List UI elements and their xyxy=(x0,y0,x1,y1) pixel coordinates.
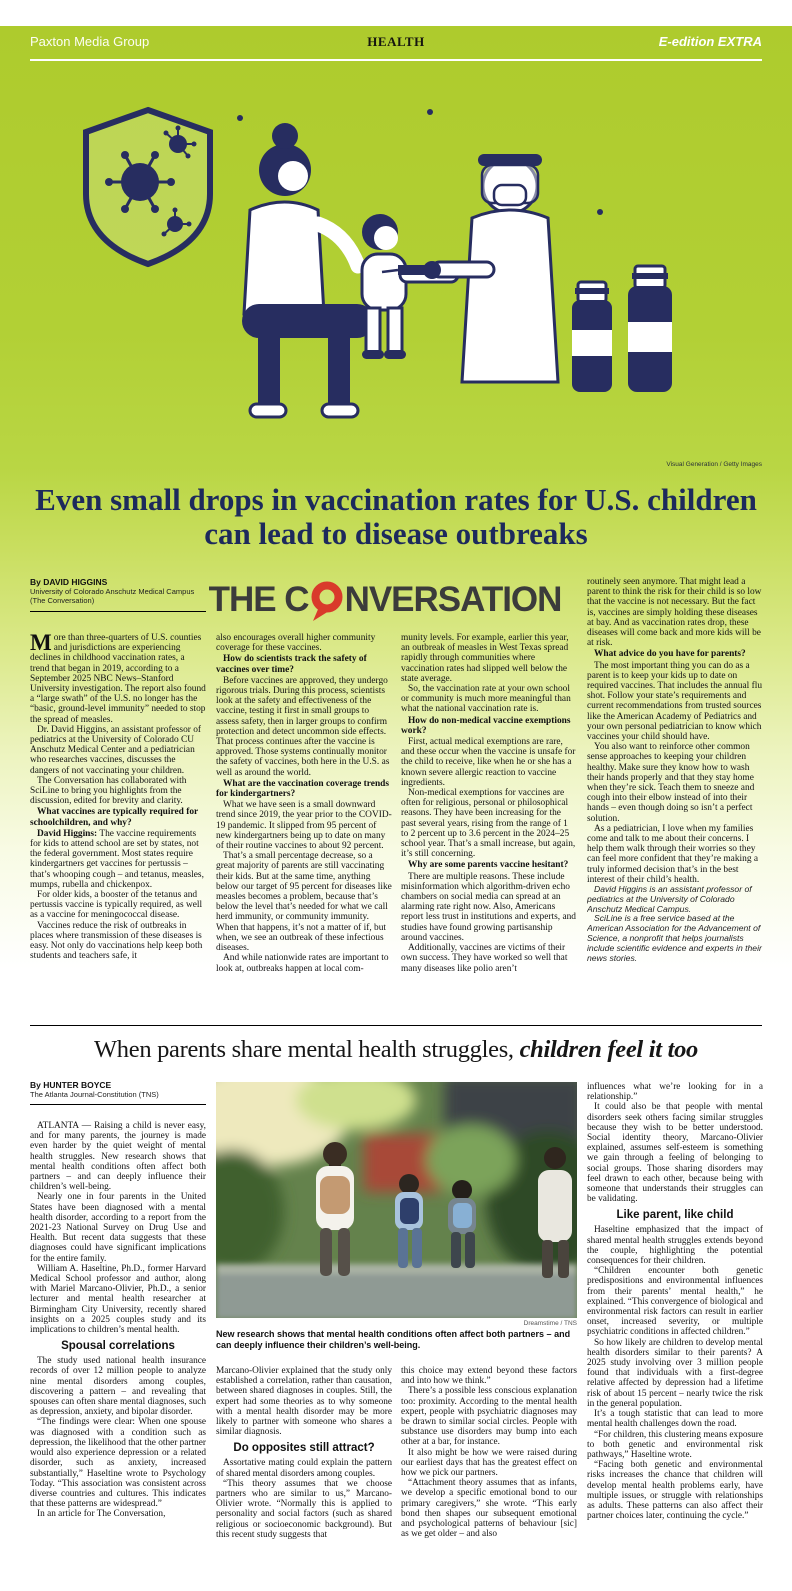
article1-byline-org: University of Colorado Anschutz Medical Campus xyxy=(30,587,195,596)
edition-label: E-edition EXTRA xyxy=(658,34,762,49)
article-paragraph: And while nationwide rates are important to look at, outbreaks happen at local com- xyxy=(216,953,389,974)
vaccine-vial-icon xyxy=(628,266,672,392)
article-paragraph: Haseltine emphasized that the impact of shared mental health struggles extends beyond the couple, highlighting the potential consequences for their children. xyxy=(587,1225,763,1267)
article2-headline xyxy=(30,1035,762,1065)
article-paragraph: You also want to reinforce other common sense approaches to keeping your children healthy. Make sure they know how to wash their hands properly and that they stay home when they’re sick. Teach them to sneeze and cough into their elbow instead of into their hands – even though doing so isn’t a perfect solution. xyxy=(587,742,755,824)
article2-headline-plain: When parents share mental health struggles, xyxy=(93,1036,520,1063)
article-paragraph: In an article for The Conversation, xyxy=(37,1509,166,1520)
article-paragraph: First, actual medical exemptions are rare, and these occur when the vaccine is unsafe for the child to receive, like when he or she has a known severe allergic reaction to vaccine ingredients. xyxy=(401,737,576,788)
article1-byline: By DAVID HIGGINS xyxy=(30,577,108,587)
article-paragraph: Non-medical exemptions for vaccines are often for religious, personal or philosophical reasons. They have been increasing for the past several years, rising from the range of 1 to 2 percent up to 3.6 percent in the 2024–25 school year. That’s a small increase, but again, it’s still concerning. xyxy=(401,788,576,860)
drop-cap: M xyxy=(30,633,52,655)
article-paragraph: As a pediatrician, I love when my families come and talk to me about their concerns. I help them walk through their worries so they can feel more confident that they’re making a truly informed decision that’s in the best interest of their child’s health. xyxy=(587,823,759,885)
vaccination-illustration xyxy=(80,82,710,457)
article-paragraph: There are multiple reasons. These include misinformation which algorithm-driven echo chambers on social media can spread at an alarming rate right now. Also, Americans report less trust in institutions and experts, and studies have found growing partisanship around vaccines. xyxy=(401,871,576,943)
vaccine-vial-icon xyxy=(572,282,612,392)
article-paragraph: David Higgins: The vaccine requirements for kids to attend school are set by states, not the federal government. Most states require kindergartners get vaccines for pertussis – that’s whooping cough – and tetanus, measles, mumps, rubella and chickenpox. xyxy=(30,828,204,890)
article2-headline-emphasis: children feel it too xyxy=(519,1036,699,1063)
article-paragraph: Nearly one in four parents in the United States have been diagnosed with a mental health disorder, according to a report from the 2021-23 National Survey on Drug Use and Health. But recent data suggests that these diagnoses could have significant implications for the entire family. xyxy=(30,1192,206,1264)
publisher-name: Paxton Media Group xyxy=(30,34,150,49)
article1-byline-block xyxy=(30,577,206,612)
article-paragraph: It also might be how we were raised during our earliest days that has the greatest effect on how we pick our partners. xyxy=(401,1447,577,1479)
article-paragraph: The study used national health insurance records of over 12 million people to analyze nine mental disorders among couples, discovering a pattern – and revealing that spouses can often share mental diagnoses, such as depression, anxiety, and bipolar disorder. xyxy=(30,1356,206,1418)
article-paragraph: For older kids, a booster of the tetanus and pertussis vaccine is typically required, as well as a vaccine for meningococcal disease. xyxy=(30,890,203,921)
article-paragraph: It’s a tough statistic that can lead to more mental health challenges down the road. xyxy=(587,1409,763,1430)
article-paragraph: There’s a possible less conscious explanation too: proximity. According to the mental health expert, people with psychiatric diagnoses may be drawn to similar social circles. People with substance use disorders may bump into each other at a bar, for instance. xyxy=(401,1386,577,1448)
article1-byline-source: (The Conversation) xyxy=(30,596,95,605)
article-paragraph: “Facing both genetic and environmental risks increases the chance that children will develop mental health problems early, have multiple issues, or struggle with relationships as adults. These patterns can also affect their partner choices later, continuing the cycle.” xyxy=(587,1460,763,1522)
question-paragraph: What are the vaccination coverage trends for kindergartners? xyxy=(216,778,390,800)
article-paragraph: The most important thing you can do as a parent is to keep your kids up to date on required vaccines. That includes the annual flu shot. Follow your state’s requirements and current recommendations from trusted sources like the American Academy of Pediatrics and your own personal pediatrician to know which vaccines your child should have. xyxy=(587,660,763,743)
the-conversation-logo xyxy=(200,576,570,624)
article-paragraph: “Children encounter both genetic predispositions and environmental influences from their parents’ mental health,” he explained. “This convergence of biological and environmental risk factors can result in earlier onset, increased severity, or multiple psychiatric conditions in affected children.” xyxy=(587,1266,763,1338)
question-paragraph: Why are some parents vaccine hesitant? xyxy=(408,860,569,871)
author-credit-paragraph: SciLine is a free service based at the American Association for the Advancement of Science, a nonprofit that helps journalists include scientific evidence and experts in their news stories. xyxy=(587,913,762,963)
article-paragraph: this choice may extend beyond these factors and into how we think.” xyxy=(401,1366,577,1387)
section-title: HEALTH xyxy=(367,34,425,49)
article-paragraph: also encourages overall higher community coverage for these vaccines. xyxy=(216,633,376,654)
article2-photo xyxy=(216,1082,577,1318)
logo-text-pre: THE C xyxy=(208,580,309,619)
question-paragraph: What advice do you have for parents? xyxy=(594,649,746,660)
article-paragraph: influences what we’re looking for in a relationship.” xyxy=(587,1082,763,1103)
article-paragraph: munity levels. For example, earlier this year, an outbreak of measles in West Texas spread rapidly through communities where vaccination rates had slipped well below the state average. xyxy=(401,633,569,684)
article-paragraph: Before vaccines are approved, they undergo rigorous trials. During this process, scientists look at the safety and effectiveness of the vaccine, testing it first in small groups to assess safety, then in larger groups to confirm protection and detect uncommon side effects. That process continues after the vaccine is approved. Those systems continually monitor the safety of vaccines, both here in the U.S. as well as around the world. xyxy=(216,675,390,778)
article-paragraph: ATLANTA — Raising a child is never easy, and for many parents, the journey is made even harder by the quiet weight of mental health struggles. New research shows that mental health conditions often affect both partners – and can deeply influence their children’s well-being. xyxy=(30,1121,206,1193)
nurse-figure xyxy=(382,154,558,382)
column-subhead: Do opposites still attract? xyxy=(233,1442,375,1455)
article2-column-3 xyxy=(401,1366,577,1591)
article-paragraph: “This theory assumes that we choose partners who are similar to us,” Marcano-Olivier wrote. “Normally this is applied to personality and social factors (such as shared religious or socioeconomic background). But this recent study suggests that xyxy=(216,1478,392,1540)
illustration-credit: Visual Generation / Getty Images xyxy=(666,461,762,468)
article2-byline-org: The Atlanta Journal-Constitution (TNS) xyxy=(30,1090,159,1099)
article-paragraph: routinely seen anymore. That might lead a parent to think the risk for their child is so low that the vaccine is not necessary. But the fact is, vaccines are simply holding these diseases at bay. And as vaccination rates drop, these diseases will come back and more kids will be at risk. xyxy=(587,577,762,649)
article2-column-4 xyxy=(587,1082,763,1591)
article-paragraph: Dr. David Higgins, an assistant professor of pediatrics at the University of Colorado CU Anschutz Medical Center and a pediatrician who researches vaccines, discusses the dangers of not vaccinating your children. xyxy=(30,724,202,776)
article-paragraph: “Attachment theory assumes that as infants, we develop a specific emotional bond to our primary caregivers,” she wrote. “This early bond then shapes our subsequent emotional and psychological patterns of behaviour [sic] as we get older – and also xyxy=(401,1478,577,1540)
article-paragraph: That’s a small percentage decrease, so a great majority of parents are still vaccinating their kids. But at the same time, anything below our target of 95 percent for diseases like measles becomes a problem, because that’s below the level that’s needed for what we call herd immunity, or community immunity. When that happens, it’s not a matter of if, but when, we see an outbreak of these infectious diseases. xyxy=(216,851,392,954)
photo-credit: Dreamstime / TNS xyxy=(523,1320,577,1327)
child-figure xyxy=(362,214,458,359)
article-paragraph: Marcano-Olivier explained that the study only established a correlation, rather than causation, between shared diagnoses in couples. Still, the expert had some theories as to why someone with a mental health disorder may be more likely to partner with someone who shares a similar diagnosis. xyxy=(216,1366,392,1438)
article2-byline: By HUNTER BOYCE xyxy=(30,1080,112,1090)
article-paragraph: The Conversation has collaborated with SciLine to bring you highlights from the discussion, edited for brevity and clarity. xyxy=(30,775,187,807)
masthead xyxy=(30,34,762,61)
speech-bubble-icon xyxy=(310,581,344,623)
article2-column-1 xyxy=(30,1121,206,1591)
parent-figure xyxy=(242,123,374,417)
article-paragraph: So how likely are children to develop mental health disorders similar to their parents? A 2025 study involving over 3 million people found that individuals with a first-degree relative affected by depression had a lifetime risk of about 15 percent – nearly twice the risk in the general population. xyxy=(587,1337,763,1409)
article-paragraph: More than three-quarters of U.S. counties and jurisdictions are experiencing declines in childhood vaccination rates, a trend that began in 2019, according to a September 2025 NBC News–Stanford University investigation. The report also found a “large swath” of the U.S. no longer has the “basic, ground-level immunity” needed to stop the spread of measles. xyxy=(30,633,206,725)
article-paragraph: “The findings were clear: When one spouse was diagnosed with a condition such as depression, the likelihood that the other partner would also experience depression or a related disorder, such as anxiety, increased substantially,” Haseltine wrote to Psychology Today. “This association was consistent across diverse countries and cultures. This indicates that these patterns are widespread.” xyxy=(30,1417,206,1510)
article1-column-1 xyxy=(30,633,206,1025)
author-credit-paragraph: David Higgins is an assistant professor of pediatrics at the University of Colorado Anschutz Medical Campus. xyxy=(587,884,752,914)
article-paragraph: “For children, this clustering means exposure to both genetic and environmental risk pathways,” Haseltine wrote. xyxy=(587,1429,763,1460)
question-paragraph: What vaccines are typically required for schoolchildren, and why? xyxy=(30,807,199,828)
article1-column-3 xyxy=(401,633,577,1025)
article-paragraph: What we have seen is a small downward trend since 2019, the year prior to the COVID-19 pandemic. It slipped from 95 percent of new kindergartners being up to date on many of their routine vaccines to about 92 percent. xyxy=(216,800,392,852)
article2-byline-block xyxy=(30,1080,206,1105)
article-paragraph: Vaccines reduce the risk of outbreaks in places where transmission of these diseases is easy. Not only do vaccinations help keep both students and teachers safe, it xyxy=(30,920,203,962)
logo-text-post: NVERSATION xyxy=(344,580,562,619)
article2-column-2 xyxy=(216,1366,392,1591)
article-paragraph: Assortative mating could explain the pattern of shared mental disorders among couples. xyxy=(216,1458,392,1479)
column-subhead: Spousal correlations xyxy=(61,1340,175,1353)
shield-icon xyxy=(86,110,210,264)
question-paragraph: How do scientists track the safety of vaccines over time? xyxy=(216,654,367,675)
question-paragraph: How do non-medical vaccine exemptions work? xyxy=(401,715,571,736)
article1-column-4 xyxy=(587,577,763,1025)
article-paragraph: Additionally, vaccines are victims of their own success. They have worked so well that many diseases like polio aren’t xyxy=(401,943,568,974)
articles-divider xyxy=(30,1025,762,1026)
article-paragraph: It could also be that people with mental disorders seek others facing similar struggles because they wish to be better understood. Social identity theory, Marcano-Olivier explained, assumes self-esteem is something we gain through a feeling of belonging to social groups. Those sharing disorders may feel drawn to each other, because being with someone that understands their struggles can be validating. xyxy=(587,1102,763,1205)
photo-caption: New research shows that mental health conditions often affect both partners – and can deeply influence their children’s well-being. xyxy=(216,1329,571,1350)
article-paragraph: So, the vaccination rate at your own school or community is much more meaningful than what the national vaccination rate is. xyxy=(401,684,571,715)
article-paragraph: William A. Haseltine, Ph.D., former Harvard Medical School professor and author, along with Mariel Marcano-Olivier, Ph.D., a senior lecturer and mental health researcher at Birmingham City University, recently shared insights on a 2025 couples study and its implications to children’s mental health. xyxy=(30,1263,206,1336)
column-subhead: Like parent, like child xyxy=(616,1209,734,1222)
article1-column-2 xyxy=(216,633,392,1025)
article1-headline: Even small drops in vaccination rates for U.S. children can lead to disease outbreaks xyxy=(35,482,757,551)
